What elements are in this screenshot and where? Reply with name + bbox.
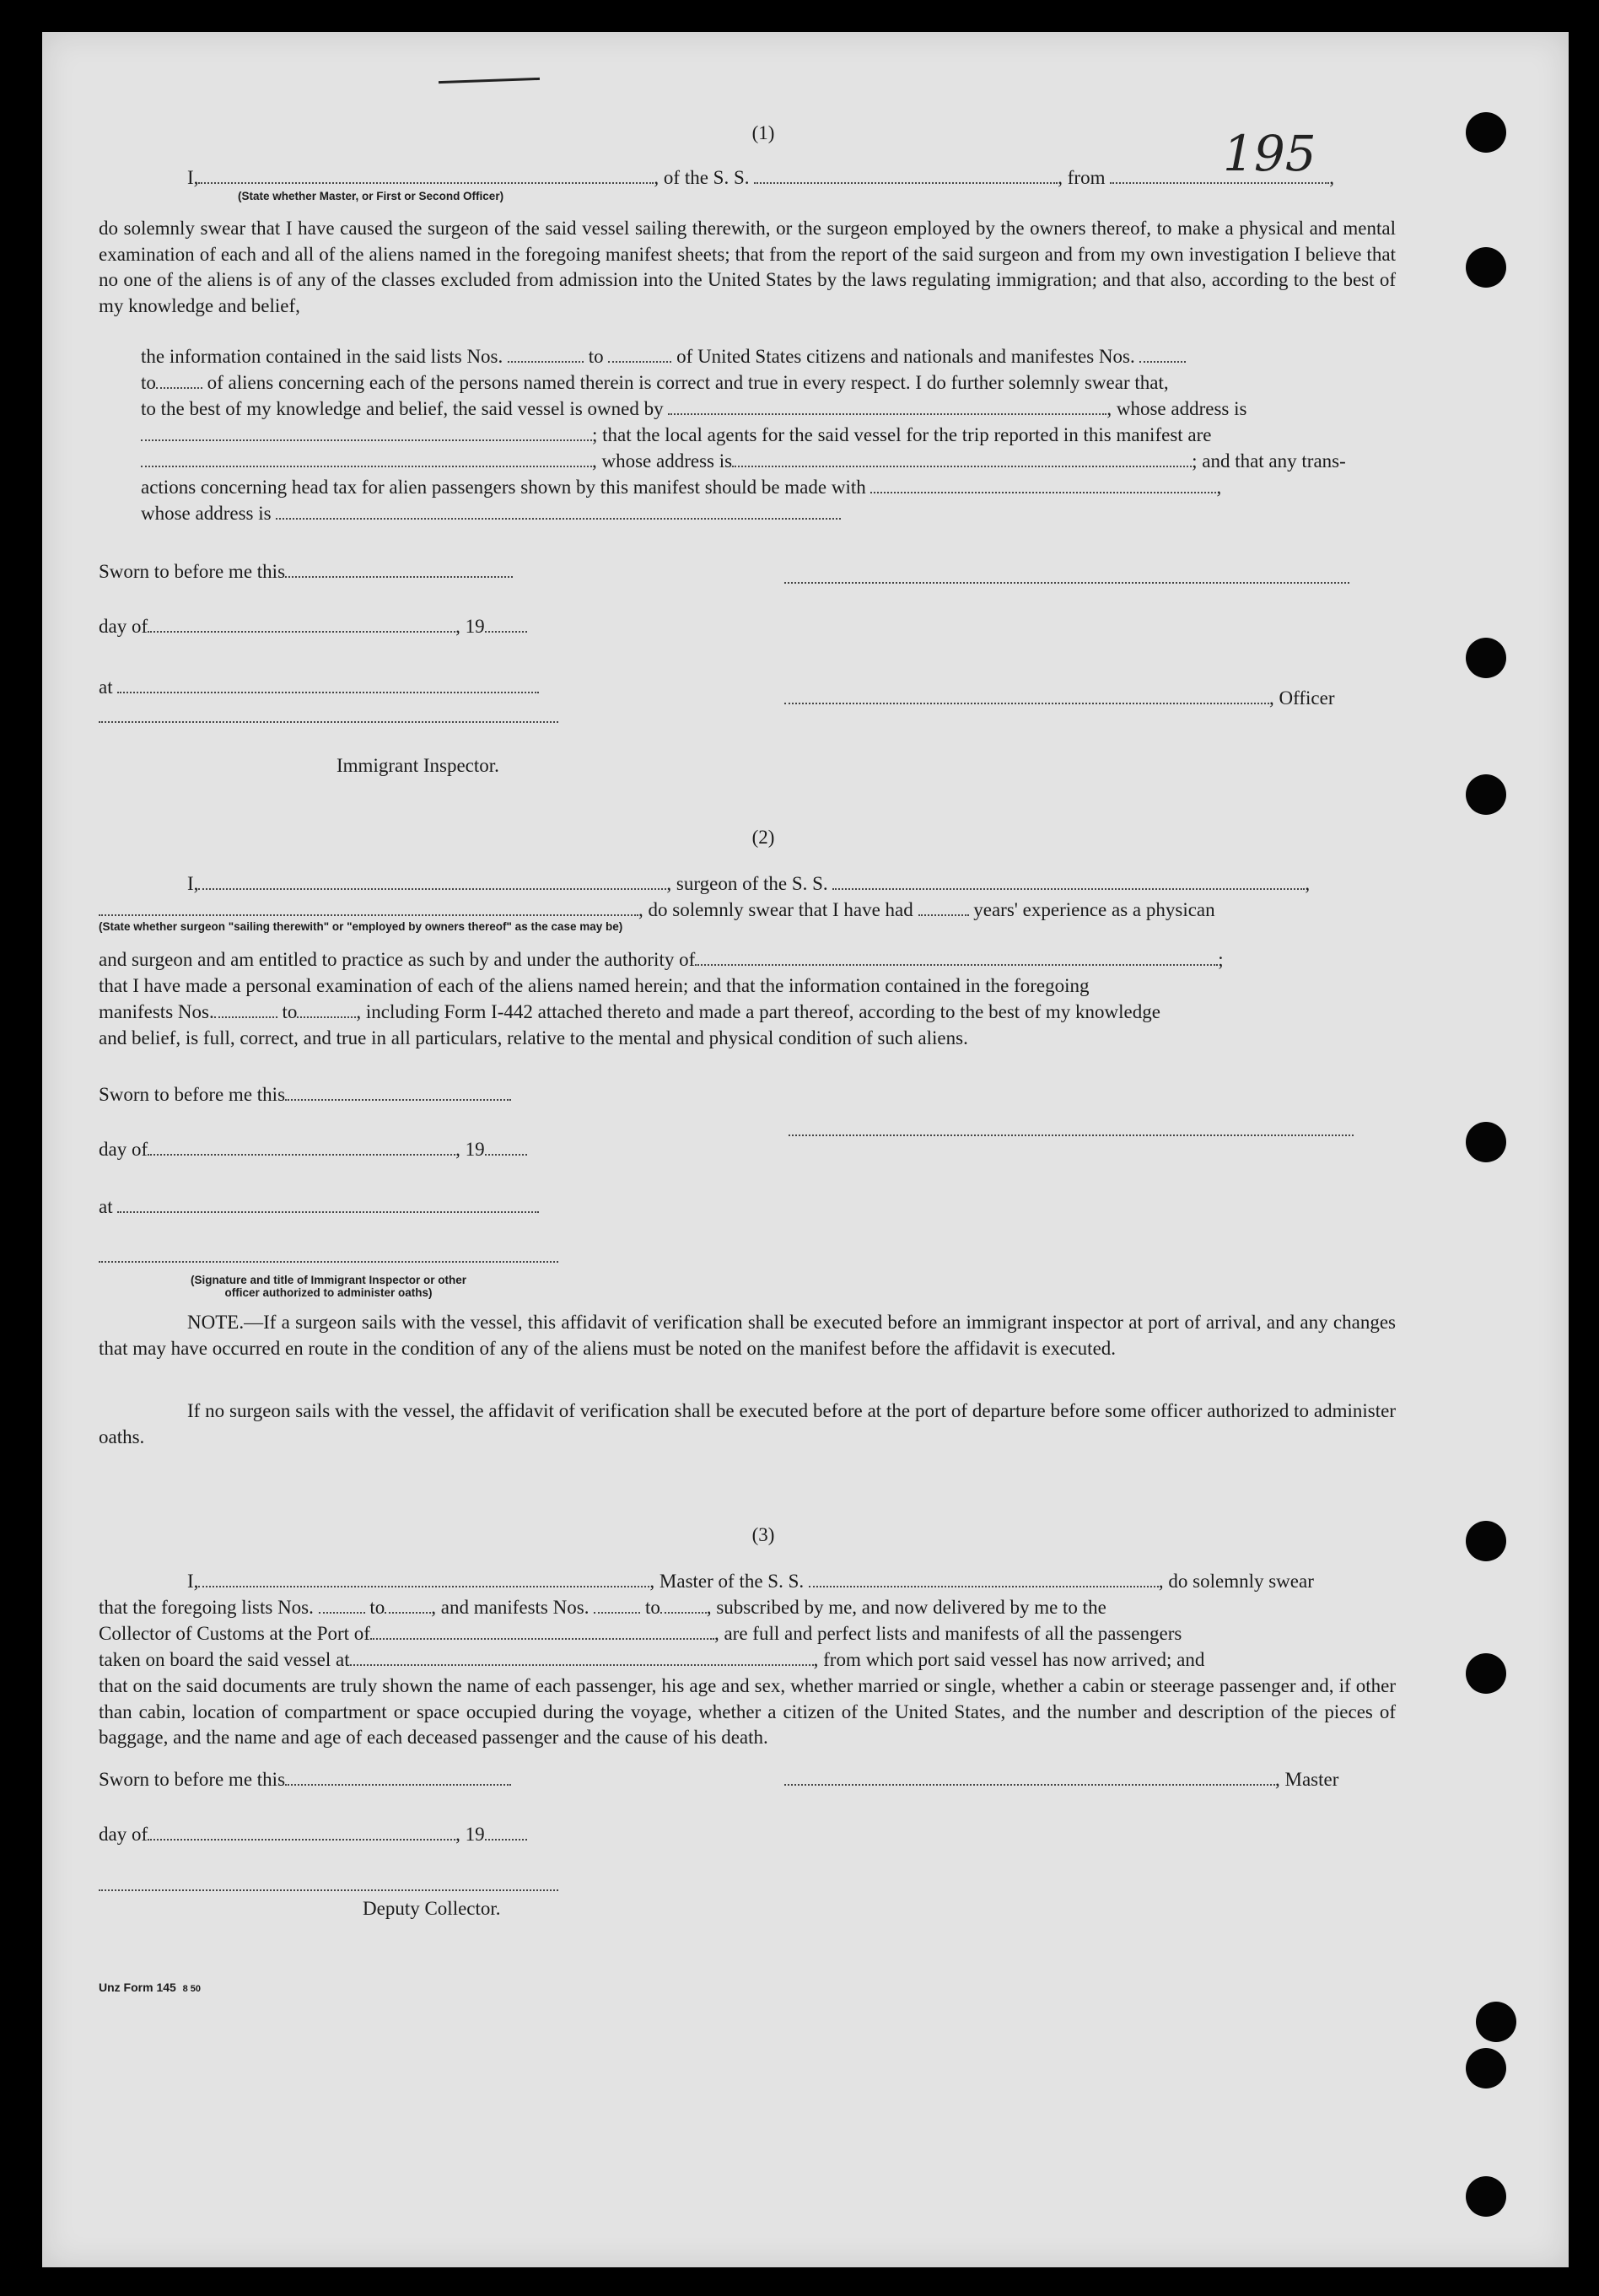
s1-sworn: Sworn to before me this: [99, 559, 513, 585]
punch-hole: [1466, 638, 1506, 678]
s3-paragraph: that on the said documents are truly shown the name of each passenger, his age and sex, whether married or single, whether a cabin or steerage passenger and, if other than cabin, location of compartment or space occupied during the voyage, whether a citizen of the United States, and the number and description of the pieces of baggage, and the name and age of each deceased passenger and the cause of his death.: [99, 1675, 1396, 1748]
label-of-ss: , of the S. S.: [654, 167, 750, 188]
punch-hole: [1466, 2176, 1506, 2217]
s3-collector-line[interactable]: [99, 1888, 558, 1891]
pen-mark: [439, 78, 540, 84]
s3-line3: Collector of Customs at the Port of , are full and perfect lists and manifests of all the passengers: [99, 1623, 1182, 1644]
s3-day-of: day of , 19: [99, 1822, 527, 1847]
s1-inspector-line[interactable]: [99, 720, 558, 723]
authority-field[interactable]: [695, 949, 1218, 966]
s1-officer-field[interactable]: [784, 687, 1269, 704]
punch-hole: [1466, 2048, 1506, 2088]
s3-sworn-date-field[interactable]: [285, 1769, 511, 1786]
s1-paragraph: do solemnly swear that I have caused the surgeon of the said vessel sailing therewith, or the surgeon employed by the owners thereof, to make a physical and mental examination of each and all of the aliens named in the foregoing manifest sheets; that from the report of the said surgeon and from my own investigation I believe that no one of the aliens is of any of the classes excluded from admission into the United States by the laws regulating immigration; and that also, according to the best of my knowledge and belief,: [99, 218, 1396, 316]
handwritten-page-number: 195: [1223, 125, 1316, 182]
s1-address-line: , whose address is ; and that any trans-: [141, 449, 1346, 474]
s3-line1: I, , Master of the S. S. , do solemnly swear: [187, 1571, 1314, 1592]
punch-hole: [1466, 1653, 1506, 1694]
s1-headtax-line: actions concerning head tax for alien passengers shown by this manifest should be made with ,: [141, 477, 1222, 498]
years-experience-field[interactable]: [918, 899, 969, 916]
s3-deputy-caption: Deputy Collector.: [363, 1898, 501, 1919]
punch-hole: [1466, 1122, 1506, 1162]
s3-lists-from-field[interactable]: [319, 1597, 365, 1614]
headtax-party-field[interactable]: [870, 477, 1216, 493]
note-no-surgeon: If no surgeon sails with the vessel, the affidavit of verification shall be executed before at the port of departure before some officer authorized to administer oaths.: [99, 1400, 1396, 1447]
s2-line5: manifests Nos. to , including Form I-442 attached thereto and made a part thereof, according to the best of my knowledge: [99, 1001, 1160, 1022]
officer-name-field[interactable]: [198, 167, 654, 184]
manifests-from-field[interactable]: [1139, 346, 1186, 363]
s3-line4: taken on board the said vessel at , from which port said vessel has now arrived; and: [99, 1649, 1205, 1670]
punch-hole: [1476, 2002, 1516, 2042]
s2-vessel-field[interactable]: [832, 873, 1305, 890]
s3-line2: that the foregoing lists Nos. to , and manifests Nos. to , subscribed by me, and now delivered by me to the: [99, 1597, 1106, 1618]
s2-manifests-from-field[interactable]: [214, 1001, 277, 1018]
manifests-to-field[interactable]: [156, 372, 202, 389]
s1-year-field[interactable]: [485, 616, 527, 633]
s2-inspector-line[interactable]: [99, 1259, 558, 1263]
s2-place-field[interactable]: [117, 1196, 539, 1213]
boarding-port-field[interactable]: [350, 1649, 814, 1666]
s1-officer: , Officer: [784, 686, 1334, 711]
s2-at: at: [99, 1194, 539, 1220]
owner-field[interactable]: [668, 398, 1106, 415]
s2-line3: and surgeon and am entitled to practice as such by and under the authority of ;: [99, 949, 1224, 970]
s2-sig-caption-2: officer authorized to administer oaths): [224, 1286, 433, 1299]
headtax-address-field[interactable]: [276, 503, 841, 520]
s3-lists-to-field[interactable]: [385, 1597, 431, 1614]
s2-year-field[interactable]: [485, 1139, 527, 1156]
s1-subcaption: (State whether Master, or First or Second Officer): [238, 190, 504, 202]
s1-line1: I, , of the S. S. , from ,: [187, 167, 1334, 188]
note-surgeon-sails: NOTE.—If a surgeon sails with the vessel, this affidavit of verification shall be executed before an immigrant inspector at port of arrival, and any changes that may have occurred en route in the condition of any of the aliens must be noted on the manifest before the affidavit is executed.: [99, 1312, 1396, 1359]
punch-hole: [1466, 774, 1506, 815]
label-from: , from: [1058, 167, 1106, 188]
punch-hole: [1466, 1521, 1506, 1561]
s1-signature-line[interactable]: [784, 580, 1349, 584]
s3-master: , Master: [784, 1767, 1338, 1792]
s1-sworn-date-field[interactable]: [285, 561, 513, 578]
s2-subcaption: (State whether surgeon "sailing therewith" or "employed by owners thereof" as the case may be): [99, 920, 623, 933]
master-name-field[interactable]: [198, 1571, 649, 1587]
s3-year-field[interactable]: [485, 1824, 527, 1841]
from-port-field[interactable]: [1110, 167, 1329, 184]
s1-at: at: [99, 675, 539, 700]
s1-agents-line: ; that the local agents for the said vessel for the trip reported in this manifest are: [141, 423, 1211, 448]
form-sheet: [42, 32, 1569, 2267]
s2-manifests-to-field[interactable]: [297, 1001, 356, 1018]
form-number: Unz Form 145 8 50: [99, 1981, 202, 1994]
s1-inspector-caption: Immigrant Inspector.: [336, 755, 499, 776]
punch-hole: [1466, 112, 1506, 153]
s2-sworn: Sworn to before me this: [99, 1082, 511, 1108]
s3-master-signature-field[interactable]: [784, 1769, 1275, 1786]
section-1-number: (1): [751, 122, 775, 143]
s3-sworn: Sworn to before me this: [99, 1767, 511, 1792]
s1-whose-line: whose address is: [141, 501, 841, 526]
section-3-number: (3): [751, 1524, 775, 1545]
surgeon-name-field[interactable]: [198, 873, 666, 890]
lists-from-field[interactable]: [508, 346, 584, 363]
s2-day-of: day of , 19: [99, 1137, 527, 1162]
s3-manifests-from-field[interactable]: [594, 1597, 640, 1614]
vessel-name-field[interactable]: [754, 167, 1058, 184]
s2-sworn-date-field[interactable]: [285, 1084, 511, 1101]
s1-day-field[interactable]: [148, 616, 455, 633]
punch-hole: [1466, 247, 1506, 288]
surgeon-status-field[interactable]: [99, 899, 638, 916]
s3-vessel-field[interactable]: [809, 1571, 1159, 1587]
s1-day-of: day of , 19: [99, 614, 527, 639]
s2-line6: and belief, is full, correct, and true in all particulars, relative to the mental and physical condition of such aliens.: [99, 1027, 968, 1048]
s3-day-field[interactable]: [148, 1824, 455, 1841]
lists-to-field[interactable]: [608, 346, 671, 363]
section-2-number: (2): [751, 827, 775, 848]
s3-manifests-to-field[interactable]: [660, 1597, 707, 1614]
s1-place-field[interactable]: [117, 676, 539, 693]
collector-port-field[interactable]: [370, 1623, 714, 1640]
label-i: I,: [187, 167, 199, 188]
owner-address-field[interactable]: [141, 424, 592, 441]
s1-to-line: to of aliens concerning each of the persons named therein is correct and true in every respect. I do further solemnly swear that,: [141, 372, 1169, 393]
s1-owned-line: to the best of my knowledge and belief, the said vessel is owned by , whose address is: [141, 398, 1247, 419]
s2-sig-caption-1: (Signature and title of Immigrant Inspector or other: [190, 1274, 467, 1286]
s2-day-field[interactable]: [148, 1139, 455, 1156]
s2-signature-line[interactable]: [789, 1133, 1354, 1136]
agents-field[interactable]: [141, 450, 592, 467]
s2-line4: that I have made a personal examination of each of the aliens named herein; and that the information contained in the foregoing: [99, 975, 1090, 996]
s1-info-line: the information contained in the said lists Nos. to of United States citizens and nationals and manifestes Nos.: [141, 344, 1396, 369]
agents-address-field[interactable]: [732, 450, 1192, 467]
s2-line1: I, , surgeon of the S. S. ,: [187, 873, 1311, 894]
s2-line2: , do solemnly swear that I have had years' experience as a physican: [99, 897, 1215, 923]
